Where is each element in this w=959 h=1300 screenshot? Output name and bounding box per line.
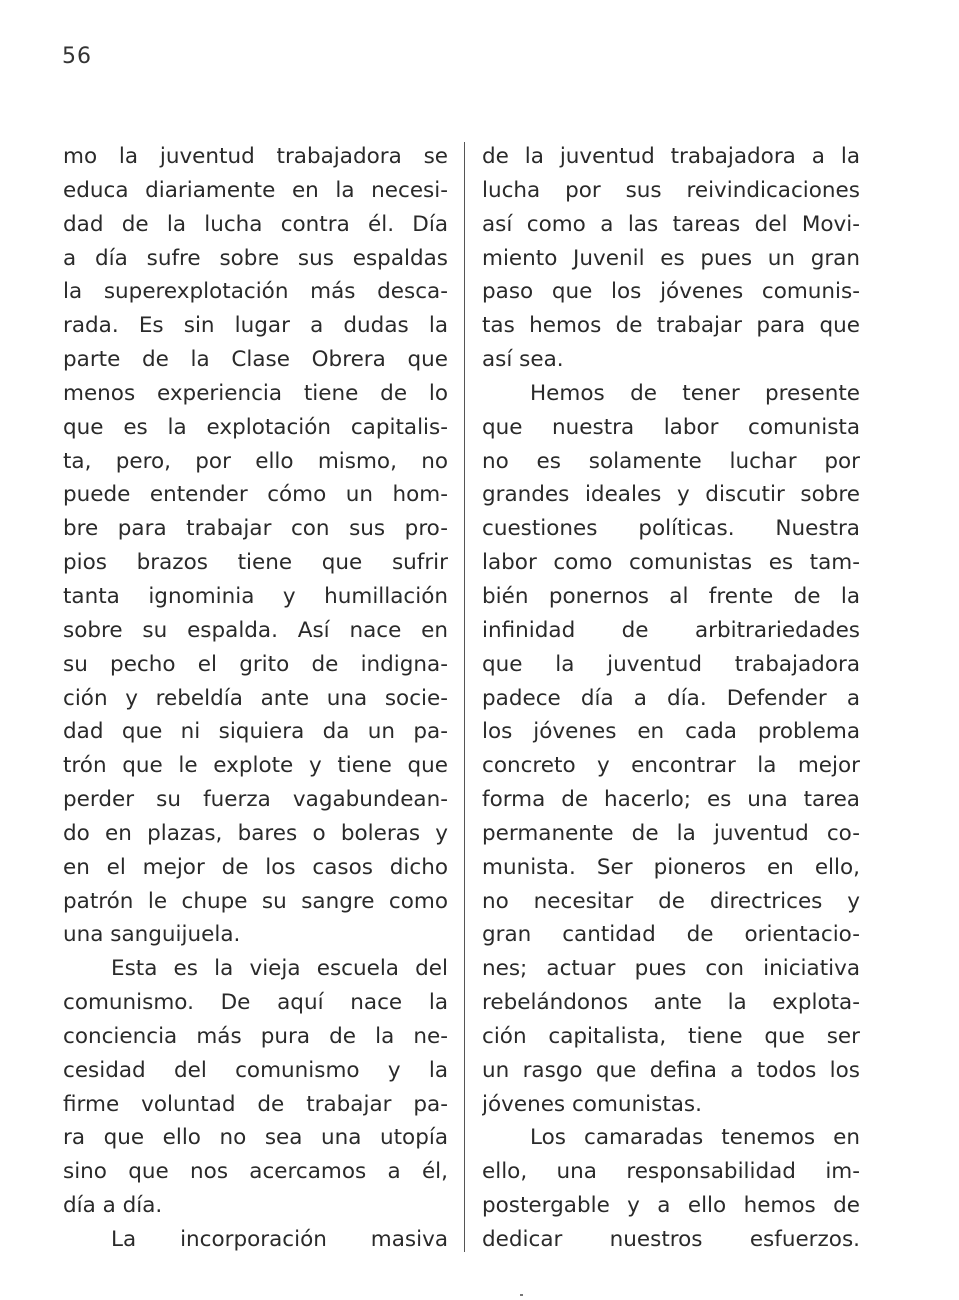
left-column-line: en el mejor de los casos dicho bbox=[63, 854, 448, 880]
right-column-line: ello, una responsabilidad im- bbox=[482, 1159, 860, 1185]
right-column-line: permanente de la juventud co- bbox=[482, 820, 860, 846]
left-column-line: parte de la Clase Obrera que bbox=[63, 347, 448, 373]
right-column-line: gran cantidad de orientacio- bbox=[482, 922, 860, 948]
left-column-line: cesidad del comunismo y la bbox=[63, 1057, 448, 1083]
left-column-line: bre para trabajar con sus pro- bbox=[63, 516, 448, 542]
left-column-line: que es la explotación capitalis- bbox=[63, 414, 448, 440]
left-column-line: puede entender cómo un hom- bbox=[63, 482, 448, 508]
right-column-line: jóvenes comunistas. bbox=[482, 1091, 702, 1117]
right-column-line: infinidad de arbitrariedades bbox=[482, 617, 860, 643]
right-column-line: dedicar nuestros esfuerzos. bbox=[482, 1227, 860, 1252]
right-column-line: ción capitalista, tiene que ser bbox=[482, 1023, 860, 1049]
right-column-line: un rasgo que defina a todos los bbox=[482, 1057, 860, 1083]
left-column-line: ta, pero, por ello mismo, no bbox=[63, 448, 448, 474]
left-column-line: su pecho el grito de indigna- bbox=[63, 651, 448, 677]
right-column-line: lucha por sus reivindicaciones bbox=[482, 177, 860, 203]
left-column-line: a día sufre sobre sus espaldas bbox=[63, 245, 448, 271]
left-column-line: trón que le explote y tiene que bbox=[63, 753, 448, 779]
right-text-column bbox=[482, 140, 860, 1257]
left-column-line: una sanguijuela. bbox=[63, 922, 241, 948]
right-column-line: que nuestra labor comunista bbox=[482, 414, 860, 440]
left-column-line: do en plazas, bares o boleras y bbox=[63, 820, 448, 846]
left-column-line: Esta es la vieja escuela del bbox=[111, 956, 448, 982]
right-column-line: miento Juvenil es pues un gran bbox=[482, 245, 860, 271]
left-column-line: patrón le chupe su sangre como bbox=[63, 888, 448, 914]
left-column-line: comunismo. De aquí nace la bbox=[63, 990, 448, 1016]
left-column-line: sobre su espalda. Así nace en bbox=[63, 617, 448, 643]
left-column-line: dad que ni siquiera da un pa- bbox=[63, 719, 448, 745]
left-column-line: rada. Es sin lugar a dudas la bbox=[63, 313, 448, 339]
right-column-line: no es solamente luchar por bbox=[482, 448, 860, 474]
right-column-line: que la juventud trabajadora bbox=[482, 651, 860, 677]
right-column-line: de la juventud trabajadora a la bbox=[482, 144, 860, 169]
column-divider bbox=[464, 142, 465, 1252]
right-column-line: no necesitar de directrices y bbox=[482, 888, 860, 914]
right-column-line: los jóvenes en cada problema bbox=[482, 719, 860, 745]
left-column-line: sino que nos acercamos a él, bbox=[63, 1159, 448, 1185]
left-column-line: menos experiencia tiene de lo bbox=[63, 380, 448, 406]
right-column-line: rebelándonos ante la explota- bbox=[482, 990, 860, 1016]
right-column-line: bién ponernos al frente de la bbox=[482, 583, 860, 609]
right-column-line: así como a las tareas del Movi- bbox=[482, 211, 860, 237]
left-column-line: mo la juventud trabajadora se bbox=[63, 144, 448, 169]
left-column-line: perder su fuerza vagabundean- bbox=[63, 787, 448, 813]
right-column-line: tas hemos de trabajar para que bbox=[482, 313, 860, 339]
left-column-line: conciencia más pura de la ne- bbox=[63, 1023, 448, 1049]
left-text-column bbox=[63, 140, 448, 1257]
right-column-line: cuestiones políticas. Nuestra bbox=[482, 516, 860, 542]
scan-speck bbox=[520, 1294, 523, 1296]
right-column-line: munista. Ser pioneros en ello, bbox=[482, 854, 860, 880]
right-column-line: nes; actuar pues con iniciativa bbox=[482, 956, 860, 982]
left-column-line: pios brazos tiene que sufrir bbox=[63, 550, 448, 576]
right-column-line: forma de hacerlo; es una tarea bbox=[482, 787, 860, 813]
page-number: 56 bbox=[62, 44, 92, 69]
left-column-line: ra que ello no sea una utopía bbox=[63, 1125, 448, 1151]
right-column-line: paso que los jóvenes comunis- bbox=[482, 279, 860, 305]
right-column-line: concreto y encontrar la mejor bbox=[482, 753, 860, 779]
right-column-line: padece día a día. Defender a bbox=[482, 685, 860, 711]
right-column-line: labor como comunistas es tam- bbox=[482, 550, 860, 576]
right-column-line: postergable y a ello hemos de bbox=[482, 1193, 860, 1219]
right-column-line: Los camaradas tenemos en bbox=[530, 1125, 860, 1151]
left-column-line: firme voluntad de trabajar pa- bbox=[63, 1091, 448, 1117]
right-column-line: Hemos de tener presente bbox=[530, 380, 860, 406]
left-column-line: La incorporación masiva bbox=[111, 1227, 448, 1252]
left-column-line: dad de la lucha contra él. Día bbox=[63, 211, 448, 237]
left-column-line: tanta ignominia y humillación bbox=[63, 583, 448, 609]
right-column-line: grandes ideales y discutir sobre bbox=[482, 482, 860, 508]
left-column-line: la superexplotación más desca- bbox=[63, 279, 448, 305]
left-column-line: educa diariamente en la necesi- bbox=[63, 177, 448, 203]
left-column-line: ción y rebeldía ante una socie- bbox=[63, 685, 448, 711]
left-column-line: día a día. bbox=[63, 1193, 163, 1219]
right-column-line: así sea. bbox=[482, 347, 564, 373]
